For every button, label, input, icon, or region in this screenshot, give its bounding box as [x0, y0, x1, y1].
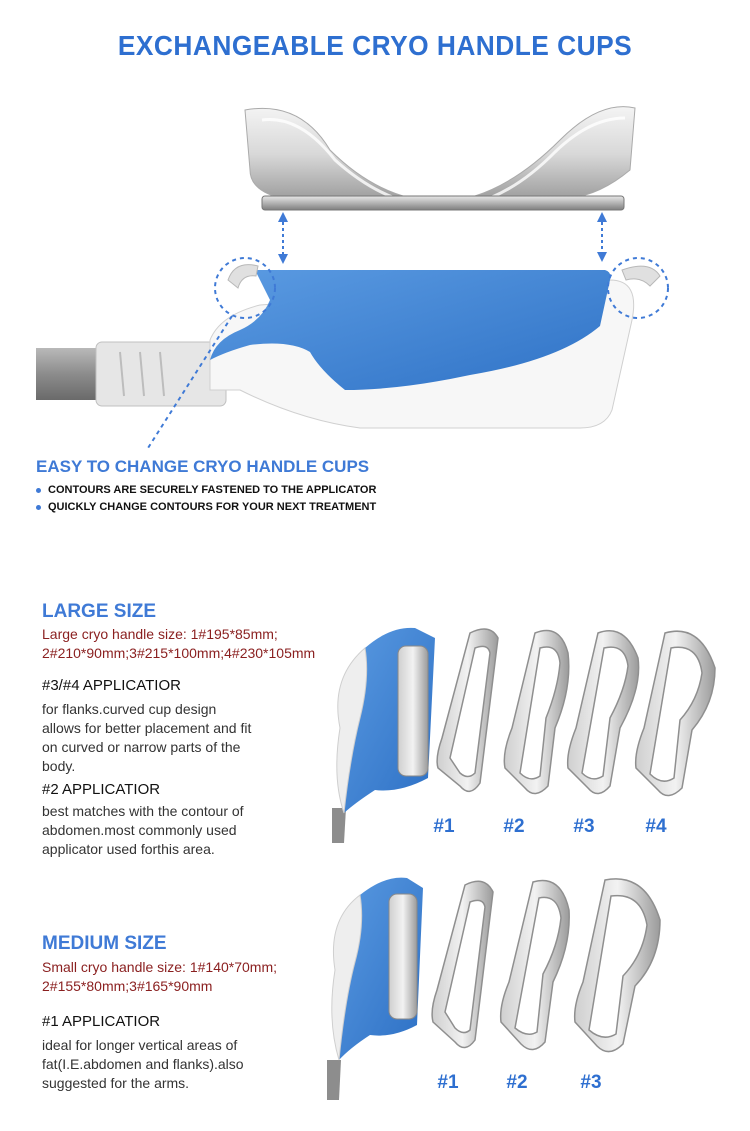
medium-app1-text: fat(I.E.abdomen and flanks).also — [42, 1056, 244, 1072]
large-cup-1 — [437, 629, 498, 791]
large-size-line: 2#210*90mm;3#215*100mm;4#230*105mm — [42, 645, 316, 661]
large-cup-label: #4 — [645, 816, 667, 837]
medium-size-line: 2#155*80mm;3#165*90mm — [42, 978, 213, 994]
medium-app1-text: suggested for the arms. — [42, 1075, 190, 1091]
large-cup-2 — [504, 631, 568, 794]
bullet-dot-icon — [36, 488, 41, 493]
large-app1-text: body. — [42, 758, 76, 774]
large-app1-text: allows for better placement and fit — [42, 720, 252, 736]
medium-size-line: Small cryo handle size: 1#140*70mm; — [42, 959, 278, 975]
large-size-line: Large cryo handle size: 1#195*85mm; — [42, 626, 278, 642]
large-cup-label: #3 — [573, 816, 595, 837]
large-app1-title: #3/#4 APPLICATIOR — [42, 677, 181, 694]
large-app1-text: on curved or narrow parts of the — [42, 739, 241, 755]
large-app2-text: applicator used forthis area. — [42, 841, 215, 857]
medium-cup-label: #1 — [437, 1072, 459, 1093]
medium-app1-title: #1 APPLICATIOR — [42, 1013, 161, 1030]
large-cup-4 — [636, 631, 715, 795]
bullet-dot-icon — [36, 505, 41, 510]
large-cup-label: #2 — [503, 816, 525, 837]
hero-heading: EASY TO CHANGE CRYO HANDLE CUPS — [36, 457, 370, 476]
large-app2-title: #2 APPLICATIOR — [42, 781, 161, 798]
medium-size-heading: MEDIUM SIZE — [42, 933, 167, 954]
cup-shell — [245, 107, 635, 202]
cup-rim — [262, 196, 624, 210]
medium-cup-label: #3 — [580, 1072, 602, 1093]
medium-cup-2 — [501, 881, 570, 1050]
medium-app1-text: ideal for longer vertical areas of — [42, 1037, 238, 1053]
medium-cup-3 — [575, 879, 660, 1052]
large-cup-3 — [568, 631, 639, 794]
large-cups-illustration — [320, 618, 730, 843]
hero-bullet: QUICKLY CHANGE CONTOURS FOR YOUR NEXT TREATMENT — [36, 501, 376, 513]
large-size-heading: LARGE SIZE — [42, 601, 157, 622]
large-app2-text: best matches with the contour of — [42, 803, 244, 819]
page-title: EXCHANGEABLE CRYO HANDLE CUPS — [117, 30, 633, 61]
large-app2-text: abdomen.most commonly used — [42, 822, 237, 838]
hero-bullet: CONTOURS ARE SECURELY FASTENED TO THE APPLICATOR — [36, 484, 376, 496]
large-cup-label: #1 — [433, 816, 455, 837]
hero-applicator-illustration — [0, 90, 750, 450]
medium-cup-label: #2 — [506, 1072, 528, 1093]
medium-cup-1 — [432, 881, 493, 1047]
medium-cups-illustration — [315, 870, 675, 1100]
large-app1-text: for flanks.curved cup design — [42, 701, 217, 717]
